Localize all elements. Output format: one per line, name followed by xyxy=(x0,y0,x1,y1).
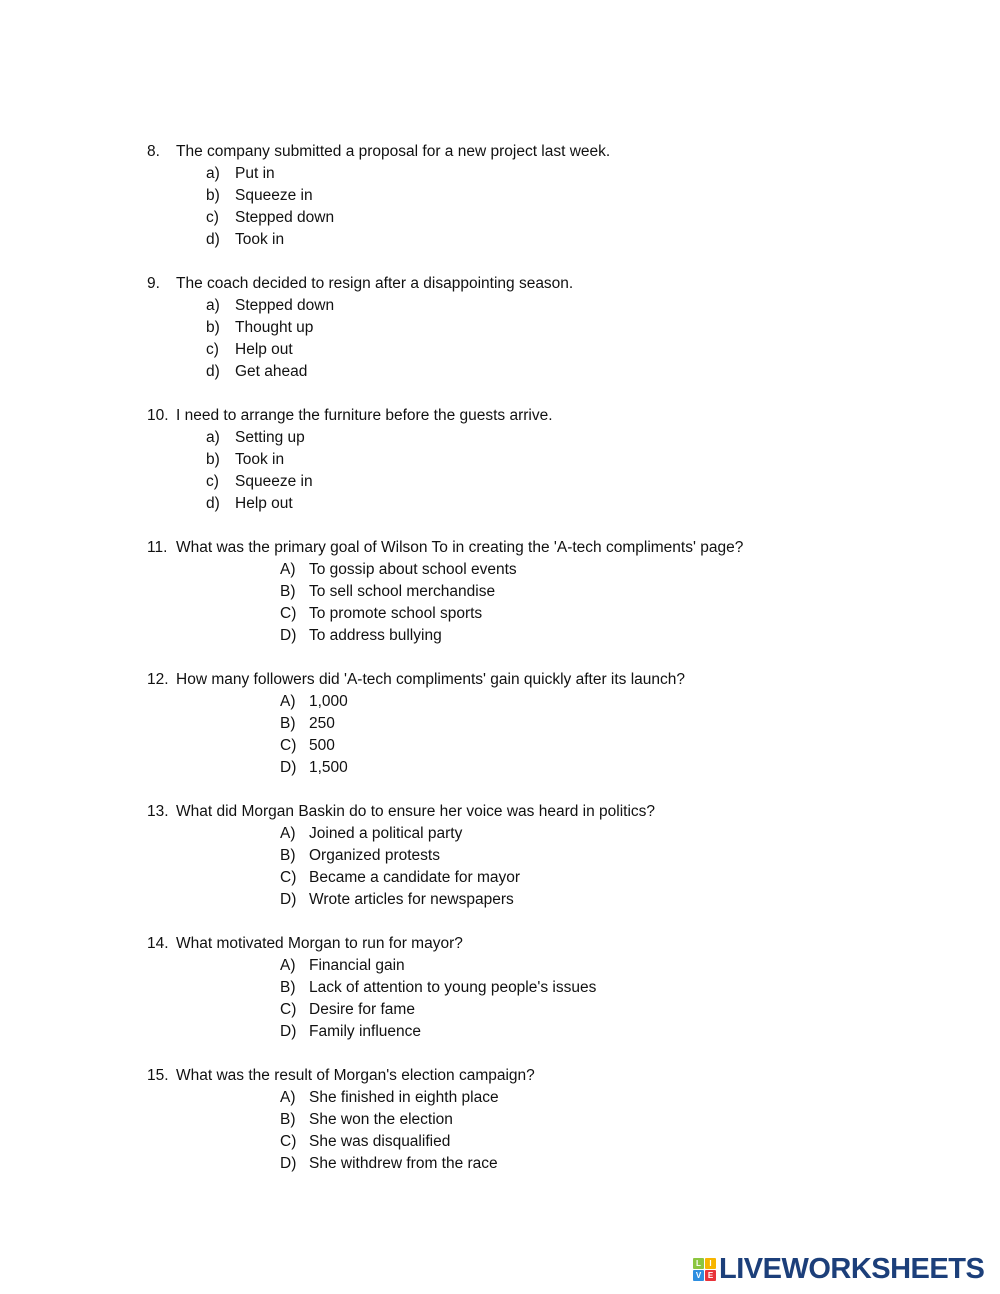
spacer xyxy=(0,1043,1000,1065)
liveworksheets-logo xyxy=(693,1253,985,1285)
option-label: a) xyxy=(206,297,220,314)
option-text: She won the election xyxy=(309,1111,453,1128)
option-label: B) xyxy=(280,583,296,600)
question-text: What was the result of Morgan's election campaign? xyxy=(176,1067,535,1084)
option-label: d) xyxy=(206,231,220,248)
option-text: Stepped down xyxy=(235,209,335,226)
question-number: 15. xyxy=(147,1067,169,1084)
option-label: D) xyxy=(280,1155,297,1172)
answer-option xyxy=(0,757,1000,779)
logo-tile: E xyxy=(705,1270,716,1281)
option-label: b) xyxy=(206,451,220,468)
question-text: What did Morgan Baskin do to ensure her voice was heard in politics? xyxy=(176,803,656,820)
option-text: Stepped down xyxy=(235,297,335,314)
answer-option xyxy=(0,427,1000,449)
question-block xyxy=(0,537,1000,669)
question-line xyxy=(0,273,1000,295)
option-label: C) xyxy=(280,605,297,622)
answer-option xyxy=(0,999,1000,1021)
answer-option xyxy=(0,317,1000,339)
option-label: A) xyxy=(280,561,296,578)
option-text: Thought up xyxy=(235,319,314,336)
question-number: 12. xyxy=(147,671,169,688)
answer-option xyxy=(0,889,1000,911)
answer-option xyxy=(0,361,1000,383)
option-text: To gossip about school events xyxy=(309,561,517,578)
question-line xyxy=(0,537,1000,559)
answer-option xyxy=(0,845,1000,867)
option-text: Help out xyxy=(235,495,293,512)
option-text: She was disqualified xyxy=(309,1133,451,1150)
answer-option xyxy=(0,185,1000,207)
question-line xyxy=(0,801,1000,823)
option-text: To promote school sports xyxy=(309,605,483,622)
option-label: B) xyxy=(280,715,296,732)
option-label: b) xyxy=(206,187,220,204)
question-number: 9. xyxy=(147,275,160,292)
question-text: How many followers did 'A-tech compliments' gain quickly after its launch? xyxy=(176,671,686,688)
question-line xyxy=(0,405,1000,427)
option-label: A) xyxy=(280,693,296,710)
answer-option xyxy=(0,735,1000,757)
option-text: Setting up xyxy=(235,429,305,446)
worksheet-questions xyxy=(0,141,1000,1197)
answer-option xyxy=(0,977,1000,999)
option-text: She withdrew from the race xyxy=(309,1155,498,1172)
question-number: 11. xyxy=(147,539,168,556)
option-label: C) xyxy=(280,1133,297,1150)
option-text: Squeeze in xyxy=(235,473,313,490)
option-text: 250 xyxy=(309,715,335,732)
spacer xyxy=(0,911,1000,933)
option-label: D) xyxy=(280,627,297,644)
option-label: d) xyxy=(206,363,220,380)
spacer xyxy=(0,515,1000,537)
question-line xyxy=(0,141,1000,163)
question-text: What was the primary goal of Wilson To in creating the 'A-tech compliments' page? xyxy=(176,539,744,556)
option-text: Wrote articles for newspapers xyxy=(309,891,514,908)
question-text: I need to arrange the furniture before the guests arrive. xyxy=(176,407,553,424)
logo-tiles-icon xyxy=(693,1258,716,1281)
answer-option xyxy=(0,559,1000,581)
option-label: B) xyxy=(280,1111,296,1128)
answer-option xyxy=(0,295,1000,317)
spacer xyxy=(0,383,1000,405)
answer-option xyxy=(0,625,1000,647)
answer-option xyxy=(0,603,1000,625)
question-block xyxy=(0,669,1000,801)
answer-option xyxy=(0,163,1000,185)
option-label: C) xyxy=(280,1001,297,1018)
answer-option xyxy=(0,867,1000,889)
spacer xyxy=(0,647,1000,669)
question-block xyxy=(0,1065,1000,1197)
option-label: A) xyxy=(280,1089,296,1106)
question-number: 8. xyxy=(147,143,160,160)
answer-option xyxy=(0,823,1000,845)
answer-option xyxy=(0,493,1000,515)
option-label: b) xyxy=(206,319,220,336)
question-line xyxy=(0,669,1000,691)
question-block xyxy=(0,141,1000,273)
question-number: 10. xyxy=(147,407,169,424)
question-text: The company submitted a proposal for a new project last week. xyxy=(176,143,611,160)
question-text: The coach decided to resign after a disappointing season. xyxy=(176,275,574,292)
question-number: 14. xyxy=(147,935,169,952)
option-label: D) xyxy=(280,759,297,776)
option-label: D) xyxy=(280,891,297,908)
option-label: D) xyxy=(280,1023,297,1040)
answer-option xyxy=(0,339,1000,361)
option-text: Family influence xyxy=(309,1023,421,1040)
answer-option xyxy=(0,1087,1000,1109)
answer-option xyxy=(0,1109,1000,1131)
spacer xyxy=(0,1175,1000,1197)
question-text: What motivated Morgan to run for mayor? xyxy=(176,935,463,952)
option-text: To address bullying xyxy=(309,627,442,644)
option-text: Financial gain xyxy=(309,957,405,974)
answer-option xyxy=(0,1153,1000,1175)
option-label: c) xyxy=(206,209,219,226)
option-text: Desire for fame xyxy=(309,1001,415,1018)
answer-option xyxy=(0,1021,1000,1043)
option-text: Help out xyxy=(235,341,293,358)
option-text: Put in xyxy=(235,165,275,182)
option-label: B) xyxy=(280,847,296,864)
option-text: Joined a political party xyxy=(309,825,463,842)
option-label: c) xyxy=(206,473,219,490)
option-text: Organized protests xyxy=(309,847,440,864)
logo-text: LIVEWORKSHEETS xyxy=(719,1253,985,1285)
question-line xyxy=(0,1065,1000,1087)
answer-option xyxy=(0,471,1000,493)
option-text: She finished in eighth place xyxy=(309,1089,499,1106)
option-label: d) xyxy=(206,495,220,512)
logo-tile: L xyxy=(693,1258,704,1269)
option-text: Lack of attention to young people's issues xyxy=(309,979,597,996)
question-block xyxy=(0,801,1000,933)
answer-option xyxy=(0,955,1000,977)
answer-option xyxy=(0,207,1000,229)
option-label: B) xyxy=(280,979,296,996)
option-text: Became a candidate for mayor xyxy=(309,869,521,886)
question-block xyxy=(0,273,1000,405)
logo-tile: I xyxy=(705,1258,716,1269)
option-text: 1,500 xyxy=(309,759,348,776)
option-text: To sell school merchandise xyxy=(309,583,496,600)
option-label: c) xyxy=(206,341,219,358)
option-text: 1,000 xyxy=(309,693,348,710)
option-label: a) xyxy=(206,429,220,446)
answer-option xyxy=(0,581,1000,603)
option-label: A) xyxy=(280,825,296,842)
question-block xyxy=(0,405,1000,537)
answer-option xyxy=(0,229,1000,251)
spacer xyxy=(0,251,1000,273)
option-text: Get ahead xyxy=(235,363,308,380)
spacer xyxy=(0,779,1000,801)
answer-option xyxy=(0,449,1000,471)
answer-option xyxy=(0,1131,1000,1153)
option-text: Took in xyxy=(235,451,285,468)
option-text: Took in xyxy=(235,231,285,248)
answer-option xyxy=(0,713,1000,735)
option-label: a) xyxy=(206,165,220,182)
option-label: C) xyxy=(280,869,297,886)
logo-tile: V xyxy=(693,1270,704,1281)
answer-option xyxy=(0,691,1000,713)
option-text: 500 xyxy=(309,737,335,754)
question-line xyxy=(0,933,1000,955)
question-number: 13. xyxy=(147,803,169,820)
option-text: Squeeze in xyxy=(235,187,313,204)
question-block xyxy=(0,933,1000,1065)
option-label: C) xyxy=(280,737,297,754)
option-label: A) xyxy=(280,957,296,974)
